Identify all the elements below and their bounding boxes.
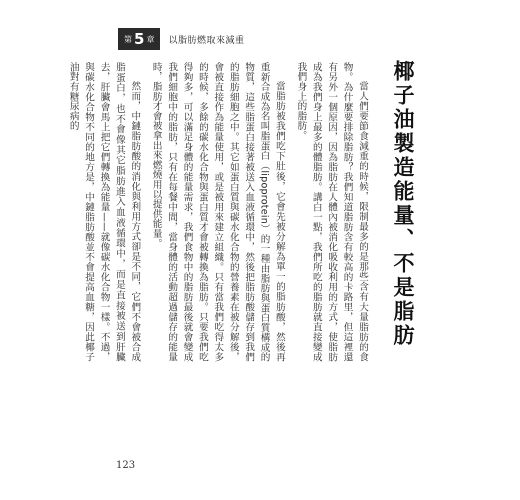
body-text <box>67 62 370 362</box>
paragraph: 然而，中鏈脂肪酸的消化與利用方式卻是不同，它們不會被合成脂蛋白，也不會像其它脂肪進入血液循環中，而是直接被送到肝臟去，肝臟會馬上把它們轉換為能量——就像碳水化合物一樣。不過，與碳水化合物不同的地方是，中鏈脂肪酸並不會提高血糖，因此椰子油對有糖尿病的 <box>67 62 141 362</box>
chapter-title: 以脂肪燃取來減重 <box>168 35 245 46</box>
chapter-badge <box>118 28 160 50</box>
chapter-prefix: 第 <box>124 34 132 44</box>
section-title: 椰子油製造能量、不是脂肪 <box>391 60 415 348</box>
page-number: 123 <box>116 460 136 471</box>
chapter-number: 5 <box>134 29 145 48</box>
paragraph: 當人們要節食減重的時候，限制最多的是那些含有大量脂肪的食物。為什麼要排除脂肪？我們知道脂肪含有較高的卡路里，但這裡還有另外一個原因，因為脂肪在人體內被消化吸收利用的方式，使脂肪成為我們身上最多的體脂肪。講白一點，我們所吃的脂肪就直接變成我們身上的脂肪。 <box>295 62 368 362</box>
paragraph: 當脂肪被我們吃下肚後，它會先被分解為單一的脂肪酸，然後再重新合成為名叫脂蛋白（lipoprotein）的一種由脂肪與蛋白質構成的物質，這些脂蛋白接著被送入血液循環中，然後把脂肪酸儲存到我們的脂肪細胞之中。其它如蛋白質與碳水化合物的營養素在被分解後，會被直接作為能量使用，或是被用來建立組織。只有當我們吃得太多的時候，多餘的碳水化合物與蛋白質才會被轉換為脂肪。只要我們吃得夠多，可以滿足身體的能量需求，我們食物中的脂肪最後就會變成我們細胞中的脂肪，只有在每餐中間，當身體的活動超過儲存的能量時，脂肪才會被拿出來燃燒用以提供能量。 <box>150 62 285 362</box>
running-header <box>118 27 244 51</box>
chapter-suffix: 章 <box>146 34 155 44</box>
